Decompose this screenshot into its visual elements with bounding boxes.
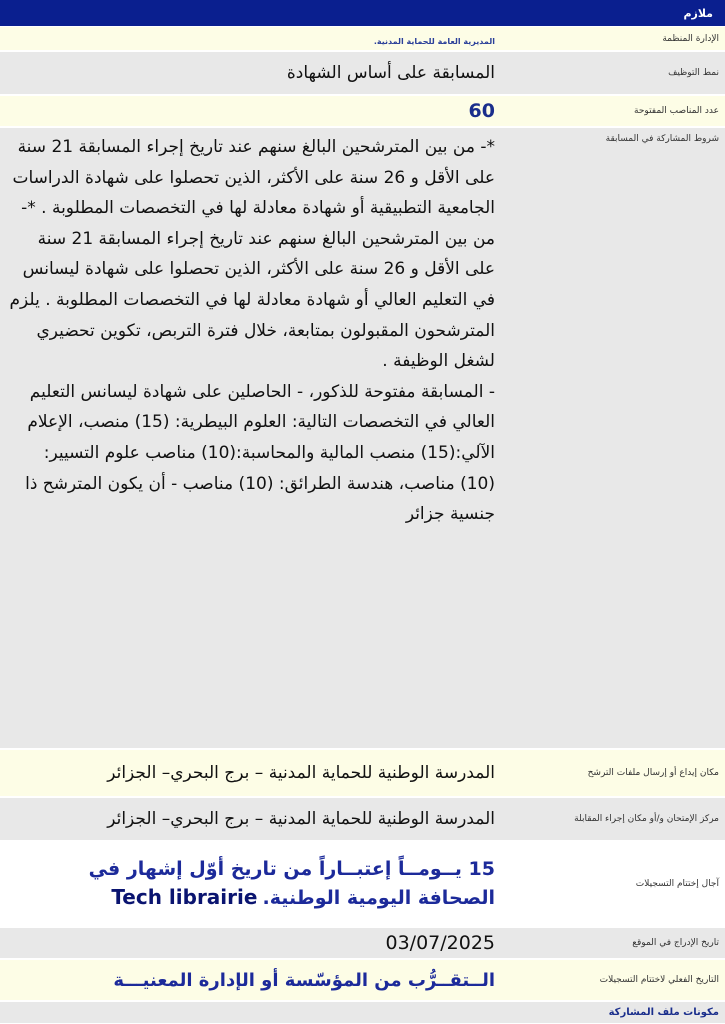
row-conditions <box>0 127 725 749</box>
positions-value: 60 <box>468 100 495 122</box>
recruitment-mode-value: المسابقة على أساس الشهادة <box>0 51 505 95</box>
posting-date-value: 03/07/2025 <box>385 932 495 954</box>
file-components-label-cell <box>505 1001 725 1024</box>
row-exam-center <box>0 797 725 841</box>
actual-closing-value-cell <box>0 959 505 1001</box>
file-components-label: مكونات ملف المشاركة <box>608 1007 719 1018</box>
job-details-table <box>0 27 725 1024</box>
organizer-value-cell <box>0 27 505 51</box>
deadline-value: 15 يــومــاً إعتبــاراً من تاريخ أوّل إشهار في الصحافة اليومية الوطنية. <box>88 857 495 909</box>
posting-date-value-cell <box>0 927 505 959</box>
positions-label: عدد المناصب المفتوحة <box>505 95 725 127</box>
posting-date-label: تاريخ الإدراج في الموقع <box>505 927 725 959</box>
deadline-value-cell <box>0 841 505 927</box>
organizer-label: الإدارة المنظمة <box>505 27 725 51</box>
actual-closing-label: التاريخ الفعلي لاختتام التسجيلات <box>505 959 725 1001</box>
row-deadline <box>0 841 725 927</box>
positions-value-cell <box>0 95 505 127</box>
row-file-components <box>0 1001 725 1024</box>
conditions-paragraph-2: - المسابقة مفتوحة للذكور، - الحاصلين على شهادة ليسانس التعليم العالي في التخصصات التالية: العلوم البيطرية: (15) منصب، الإعلام الآلي:(15) منصب المالية والمحاسبة:(10) مناصب علوم التسيير: (10) مناصب، هندسة الطرائق: (10) مناصب - أن يكون المترشح ذا جنسية جزائر <box>25 381 495 525</box>
tech-librairie-watermark: Tech librairie <box>111 885 258 909</box>
row-actual-closing <box>0 959 725 1001</box>
deposit-place-value: المدرسة الوطنية للحماية المدنية – برج البحري– الجزائر <box>0 749 505 797</box>
page-header <box>0 0 725 27</box>
row-positions <box>0 95 725 127</box>
file-components-value <box>0 1001 505 1024</box>
deadline-label: آجال إختتام التسجيلات <box>505 841 725 927</box>
row-posting-date <box>0 927 725 959</box>
job-title: ملازم <box>683 7 713 20</box>
conditions-label: شروط المشاركة في المسابقة <box>505 127 725 749</box>
row-deposit-place <box>0 749 725 797</box>
exam-center-label: مركز الإمتحان و/أو مكان إجراء المقابلة <box>505 797 725 841</box>
recruitment-mode-label: نمط التوظيف <box>505 51 725 95</box>
actual-closing-value: الــتقــرُّب من المؤسّسة أو الإدارة المعنيـــة <box>113 969 495 991</box>
exam-center-value: المدرسة الوطنية للحماية المدنية – برج البحري– الجزائر <box>0 797 505 841</box>
deposit-place-label: مكان إيداع أو إرسال ملفات الترشح <box>505 749 725 797</box>
conditions-paragraph-1: *- من بين المترشحين البالغ سنهم عند تاريخ إجراء المسابقة 21 سنة على الأقل و 26 سنة على الأكثر، الذين تحصلوا على شهادة الدراسات الجامعية التطبيقية أو شهادة معادلة لها في التخصصات المطلوبة . *- من بين المترشحين البالغ سنهم عند تاريخ إجراء المسابقة 21 سنة على الأقل و 26 سنة على الأكثر، الذين تحصلوا على شهادة ليسانس في التعليم العالي أو شهادة معادلة لها في التخصصات المطلوبة . يلزم المترشحون المقبولون بمتابعة، خلال فترة التربص، تكوين تحضيري لشغل الوظيفة . <box>9 137 495 372</box>
conditions-value <box>0 127 505 749</box>
organizer-value: المديرية العامة للحماية المدنية. <box>373 37 495 46</box>
row-recruitment-mode <box>0 51 725 95</box>
row-organizer <box>0 27 725 51</box>
